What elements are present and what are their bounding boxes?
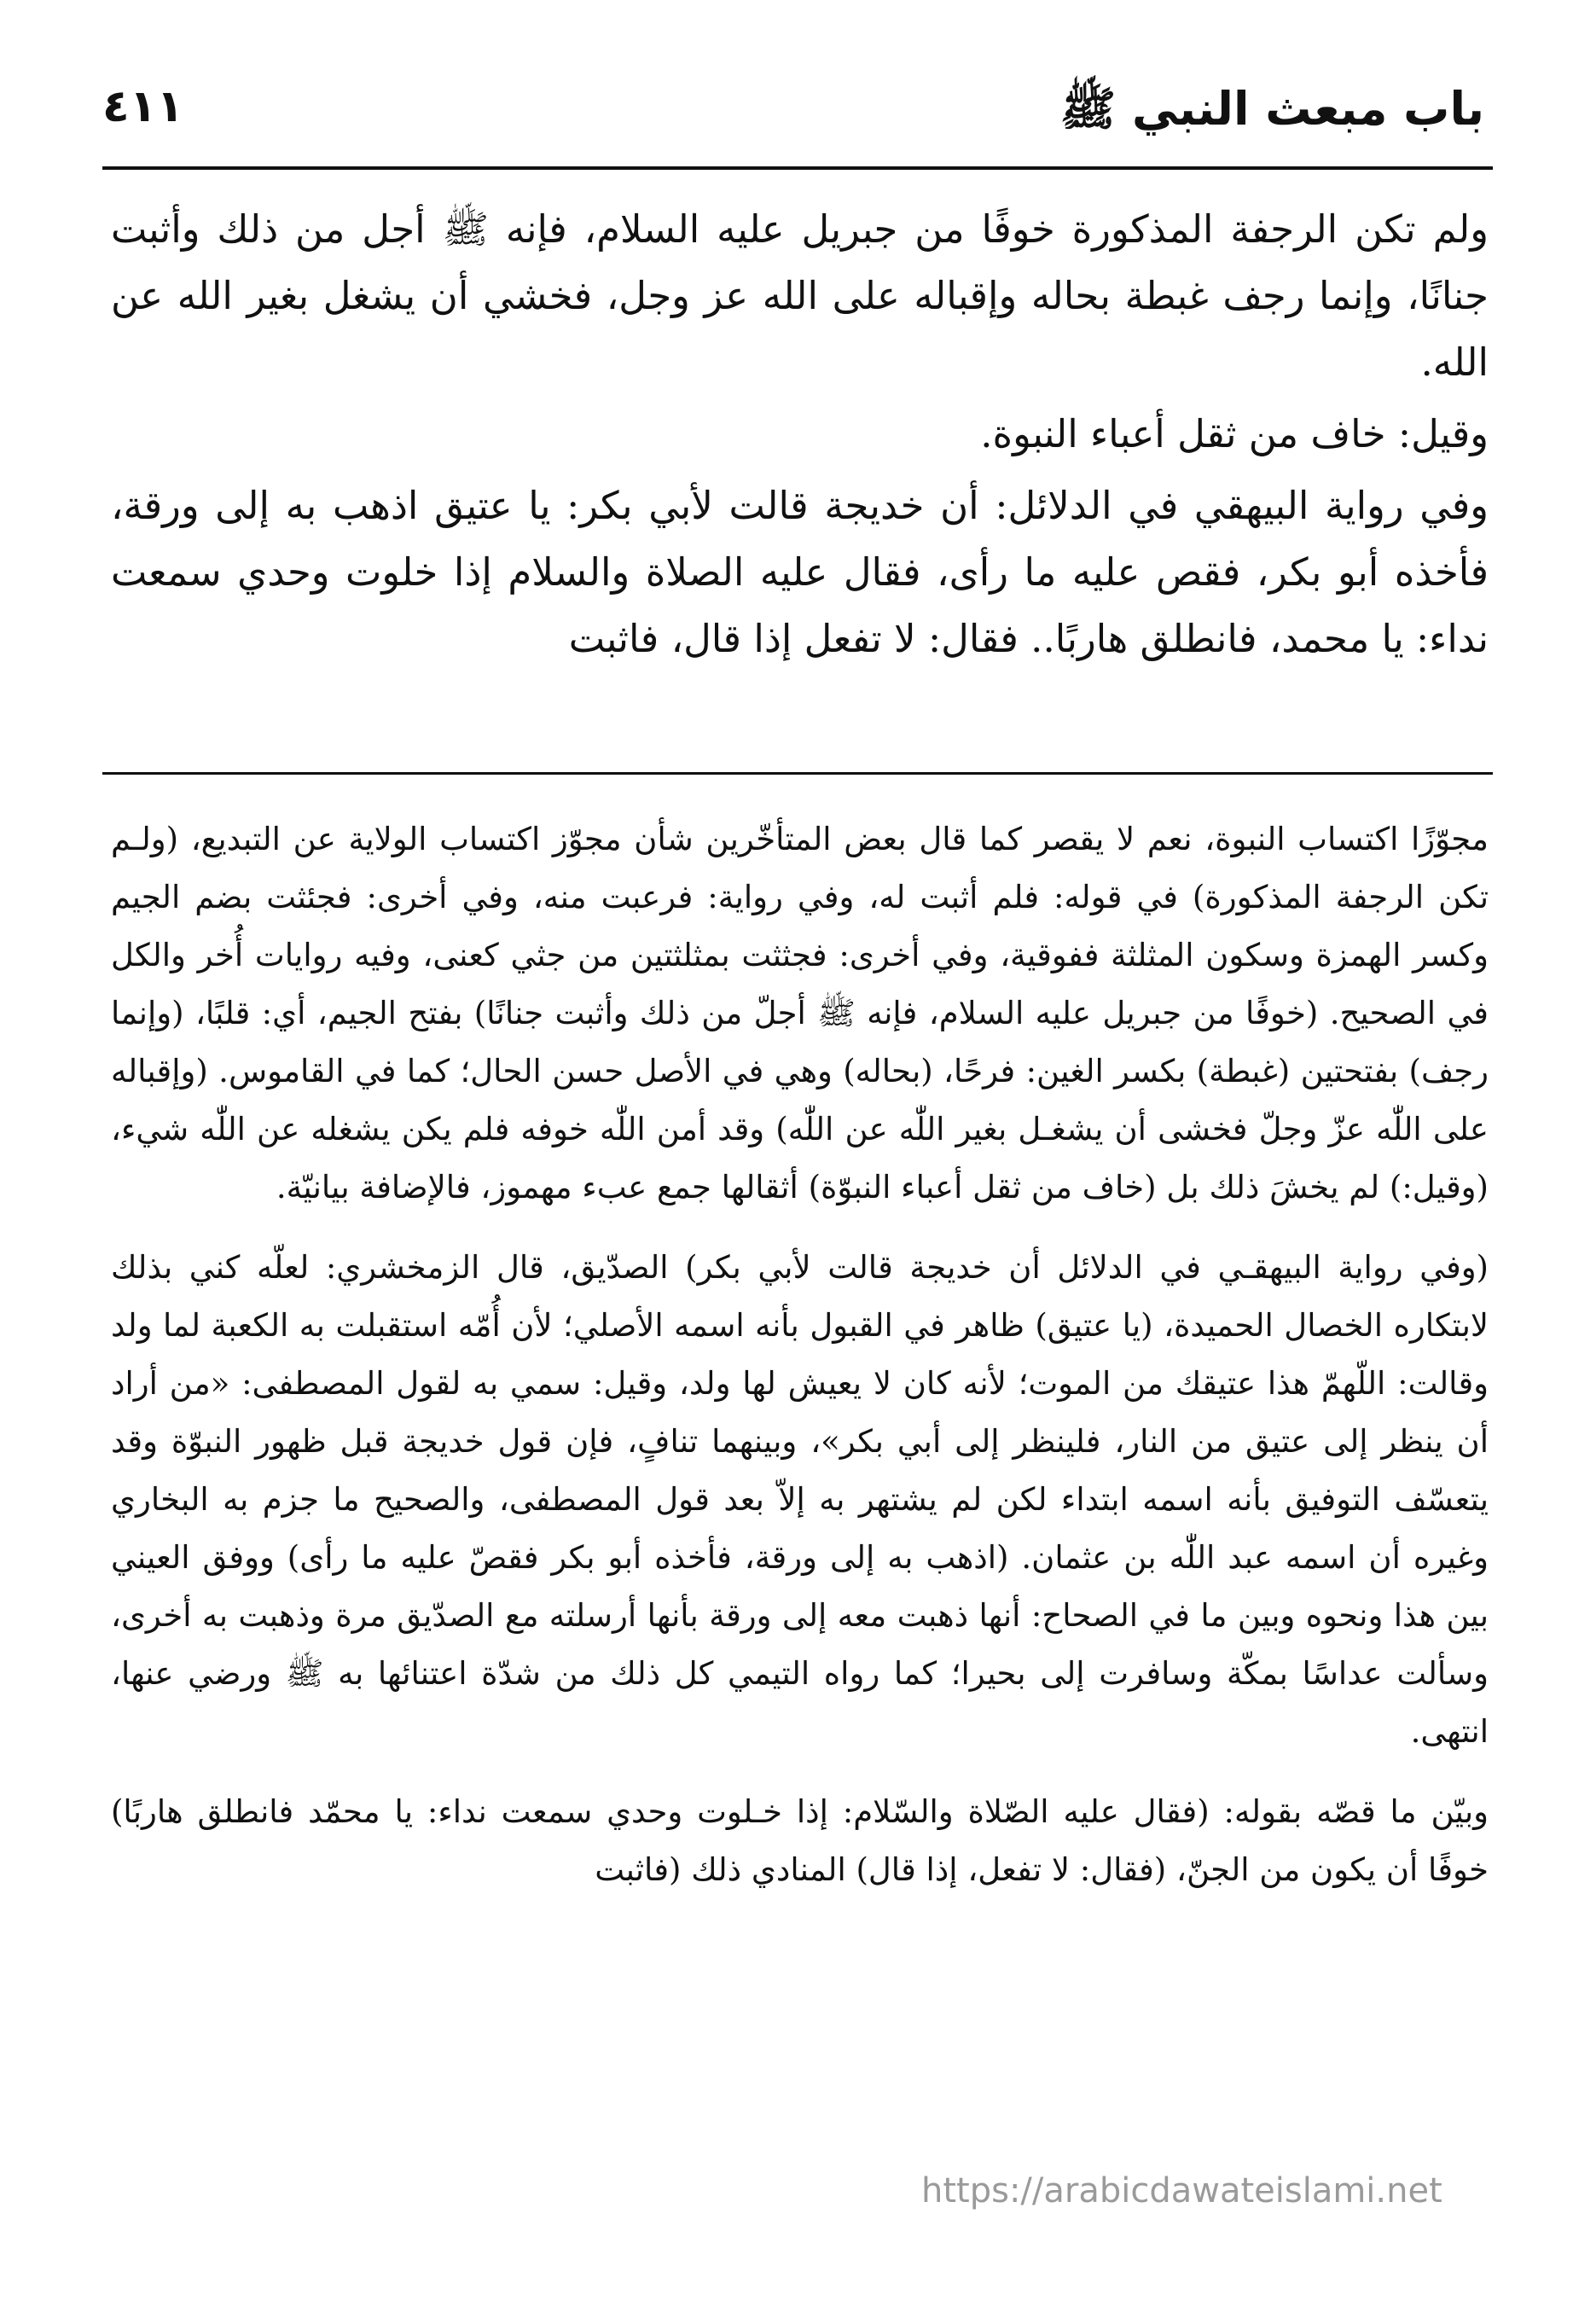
page-header bbox=[102, 81, 1484, 158]
section-divider bbox=[102, 772, 1493, 775]
main-paragraph: وفي رواية البيهقي في الدلائل: أن خديجة قالت لأبي بكر: يا عتيق اذهب به إلى ورقة، فأخذه أبو بكر، فقص عليه ما رأى، فقال عليه الصلاة والسلام إذا خلوت وحدي سمعت نداء: يا محمد، فانطلق هاربًا.. فقال: لا تفعل إذا قال، فاثبت bbox=[111, 483, 1489, 661]
main-paragraph: ولم تكن الرجفة المذكورة خوفًا من جبريل عليه السلام، فإنه ﷺ أجل من ذلك وأثبت جنانًا، وإنما رجف غبطة بحاله وإقباله على الله عز وجل، فخشي أن يشغل بغير الله عن الله. bbox=[111, 206, 1489, 385]
watermark-url: https://arabicdawateislami.net bbox=[921, 2171, 1442, 2211]
header-rule bbox=[102, 166, 1493, 170]
commentary-paragraph: (وفي رواية البيهقـي في الدلائل أن خديجة قالت لأبي بكر) الصدّيق، قال الزمخشري: لعلّه كني بذلك لابتكاره الخصال الحميدة، (يا عتيق) ظاهر في القبول بأنه اسمه الأصلي؛ لأن أُمّه استقبلت به الكعبة لما ولد وقالت: اللّهمّ هذا عتيقك من الموت؛ لأنه كان لا يعيش لها ولد، وقيل: سمي به لقول المصطفى: «من أراد أن ينظر إلى عتيق من النار، فلينظر إلى أبي بكر»، وبينهما تنافٍ، فإن قول خديجة قبل ظهور النبوّة وقد يتعسّف التوفيق بأنه اسمه ابتداء لكن لم يشتهر به إلاّ بعد قول المصطفى، والصحيح ما جزم به البخاري وغيره أن اسمه عبد اللّٰه بن عثمان. (اذهب به إلى ورقة، فأخذه أبو بكر فقصّ عليه ما رأى) ووفق العيني بين هذا ونحوه وبين ما في الصحاح: أنها ذهبت معه إلى ورقة بأنها أرسلته مع الصدّيق مرة وذهبت به أخرى، وسألت عداسًا بمكّة وسافرت إلى بحيرا؛ كما رواه التيمي كل ذلك من شدّة اعتنائها به ﷺ ورضي عنها، انتهى. bbox=[111, 1249, 1489, 1750]
page-number: ٤١١ bbox=[102, 81, 184, 132]
commentary-paragraph: مجوّزًا اكتساب النبوة، نعم لا يقصر كما قال بعض المتأخّرين شأن مجوّز اكتساب الولاية عن التبديع، (ولـم تكن الرجفة المذكورة) في قوله: فلم أثبت له، وفي رواية: فرعبت منه، وفي أخرى: فجئثت بضم الجيم وكسر الهمزة وسكون المثلثة ففوقية، وفي أخرى: فجثثت بمثلثتين من جثي كعنى، وفيه روايات أُخر والكل في الصحيح. (خوفًا من جبريل عليه السلام، فإنه ﷺ أجلّ من ذلك وأثبت جنانًا) بفتح الجيم، أي: قلبًا، (وإنما رجف) بفتحتين (غبطة) بكسر الغين: فرحًا، (بحاله) وهي في الأصل حسن الحال؛ كما في القاموس. (وإقباله على اللّٰه عزّ وجلّ فخشى أن يشغـل بغير اللّٰه عن اللّٰه) وقد أمن اللّٰه خوفه فلم يكن يشغله عن اللّٰه شيء، (وقيل:) لم يخشَ ذلك بل (خاف من ثقل أعباء النبوّة) أثقالها جمع عبء مهموز، فالإضافة بيانيّة. bbox=[111, 821, 1489, 1206]
main-paragraph: وقيل: خاف من ثقل أعباء النبوة. bbox=[980, 411, 1489, 456]
main-text bbox=[111, 196, 1489, 672]
chapter-title: باب مبعث النبي ﷺ bbox=[1059, 82, 1484, 136]
commentary-paragraph: وبيّن ما قصّه بقوله: (فقال عليه الصّلاة والسّلام: إذا خـلوت وحدي سمعت نداء: يا محمّد فانطلق هاربًا) خوفًا أن يكون من الجنّ، (فقال: لا تفعل، إذا قال) المنادي ذلك (فاثبت bbox=[111, 1793, 1489, 1888]
commentary bbox=[111, 810, 1489, 1921]
